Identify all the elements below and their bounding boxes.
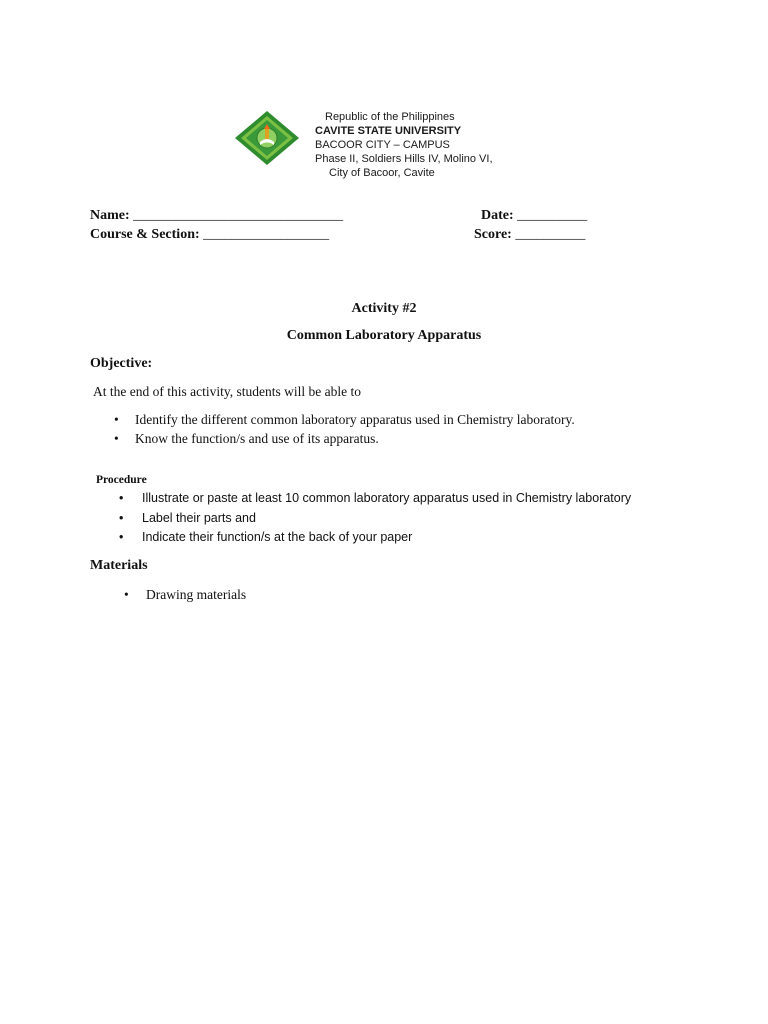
header-republic: Republic of the Philippines [325,111,455,123]
procedure-item-text: Indicate their function/s at the back of your paper [142,530,413,544]
name-blank[interactable]: ______________________________ [133,208,344,223]
score-label: Score: [474,227,512,242]
header-campus: BACOOR CITY – CAMPUS [315,139,450,151]
name-field [90,207,343,225]
bullet-icon: • [124,587,129,602]
header-city: City of Bacoor, Cavite [329,167,435,179]
activity-title: Common Laboratory Apparatus [286,328,482,343]
university-seal-logo [234,110,300,166]
university-header [315,110,493,180]
procedure-item-text: Illustrate or paste at least 10 common laboratory apparatus used in Chemistry laboratory [142,491,632,505]
bullet-icon: • [119,530,124,544]
procedure-item-text: Label their parts and [142,510,256,525]
score-blank[interactable]: __________ [515,227,586,242]
course-section-blank[interactable]: __________________ [203,227,330,242]
date-label: Date: [481,208,514,223]
bullet-icon: • [114,412,119,427]
objective-item-text: Know the function/s and use of its apparatus. [135,431,379,446]
materials-heading: Materials [90,558,148,573]
score-field [474,226,585,244]
course-section-field [90,226,329,244]
header-address: Phase II, Soldiers Hills IV, Molino VI, [315,153,493,165]
course-section-label: Course & Section: [90,227,200,242]
bullet-icon: • [119,491,124,505]
bullet-icon: • [119,510,124,525]
name-label: Name: [90,208,130,223]
activity-number: Activity #2 [351,301,417,316]
materials-item-text: Drawing materials [146,587,247,602]
date-blank[interactable]: __________ [517,208,588,223]
procedure-heading: Procedure [96,474,147,486]
objective-item-text: Identify the different common laboratory apparatus used in Chemistry laboratory. [135,412,575,427]
objective-intro: At the end of this activity, students will be able to [93,384,361,399]
header-university-name: CAVITE STATE UNIVERSITY [315,125,462,137]
date-field [481,207,587,225]
bullet-icon: • [114,431,119,446]
objective-heading: Objective: [90,356,153,371]
